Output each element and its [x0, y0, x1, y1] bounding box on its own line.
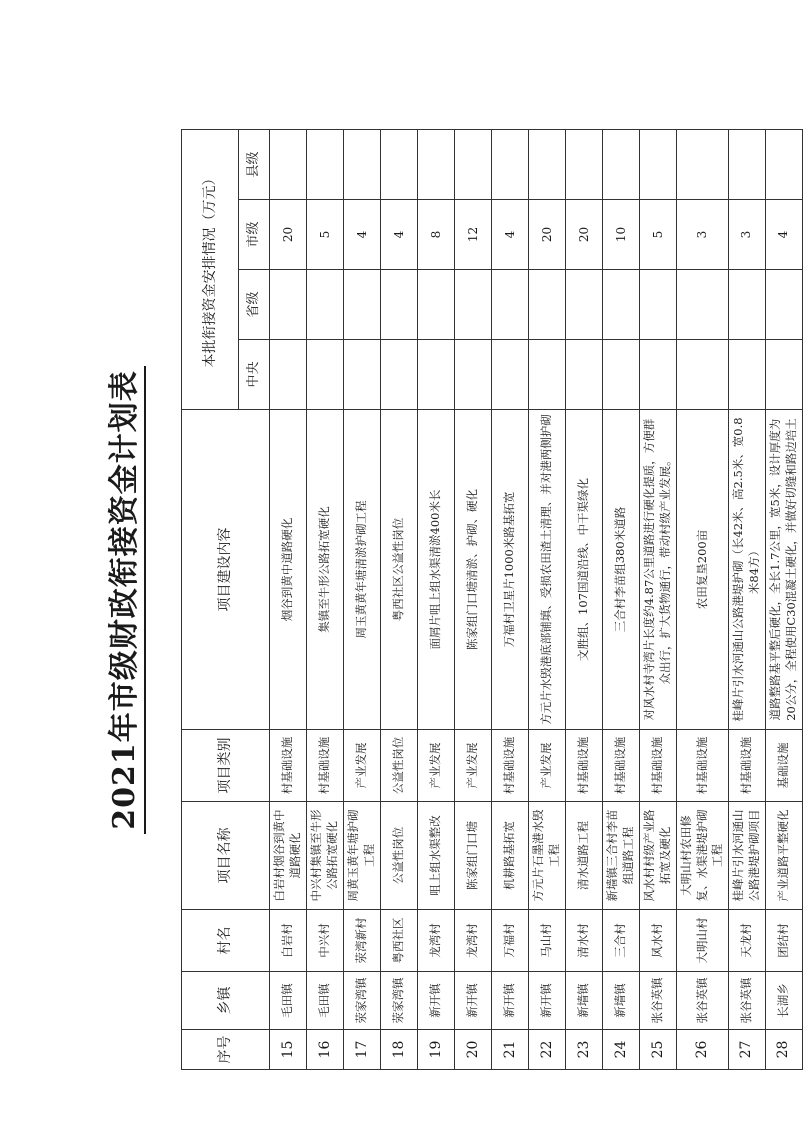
cell-central: [381, 340, 418, 410]
header-city: 市级: [239, 200, 270, 270]
cell-central: [270, 340, 307, 410]
funding-plan-table: [181, 129, 803, 1070]
cell-city: 12: [455, 200, 492, 270]
cell-town: 长湖乡: [765, 972, 802, 1030]
cell-city: 3: [677, 200, 729, 270]
table-row: [344, 130, 381, 1070]
cell-project-type: 村基础设施: [640, 730, 677, 802]
cell-project-type: 产业发展: [529, 730, 566, 802]
cell-village: 风水村: [640, 910, 677, 972]
cell-content: 桂峰片引水河通山公路港堤护砌（长42米、高2.5米、宽0.8米84方）: [728, 410, 765, 730]
rotated-page: [95, 130, 798, 1070]
cell-seq: 28: [765, 1030, 802, 1070]
cell-provincial: [529, 270, 566, 340]
cell-project-type: 产业发展: [455, 730, 492, 802]
cell-village: 大明山村: [677, 910, 729, 972]
table-row: [455, 130, 492, 1070]
cell-project-type: 基础设施: [765, 730, 802, 802]
cell-city: 20: [566, 200, 603, 270]
cell-seq: 15: [270, 1030, 307, 1070]
cell-village: 清水村: [566, 910, 603, 972]
cell-town: 新开镇: [455, 972, 492, 1030]
cell-county: [418, 130, 455, 200]
cell-village: 中兴村: [307, 910, 344, 972]
cell-seq: 26: [677, 1030, 729, 1070]
cell-central: [566, 340, 603, 410]
cell-provincial: [344, 270, 381, 340]
table-row: [529, 130, 566, 1070]
cell-town: 张谷英镇: [728, 972, 765, 1030]
cell-provincial: [492, 270, 529, 340]
cell-village: 龙湾村: [418, 910, 455, 972]
cell-project-name: 风水村村级产业路拓宽及硬化: [640, 802, 677, 910]
table-row: [677, 130, 729, 1070]
cell-provincial: [307, 270, 344, 340]
header-funds-group: 本批衔接资金安排情况（万元）: [182, 130, 239, 410]
cell-village: 天龙村: [728, 910, 765, 972]
cell-county: [640, 130, 677, 200]
cell-village: 马山村: [529, 910, 566, 972]
cell-project-name: 大明山村农田修复、水渠港堤护砌工程: [677, 802, 729, 910]
cell-city: 4: [381, 200, 418, 270]
document-title: 2021年市级财政衔接资金计划表: [95, 130, 155, 1070]
table-row: [728, 130, 765, 1070]
cell-provincial: [640, 270, 677, 340]
cell-county: [344, 130, 381, 200]
cell-content: 粤西社区公益性岗位: [381, 410, 418, 730]
cell-central: [307, 340, 344, 410]
cell-content: 文胜组、107国道沿线、中干渠绿化: [566, 410, 603, 730]
cell-town: 荥家湾镇: [381, 972, 418, 1030]
cell-city: 20: [529, 200, 566, 270]
cell-city: 3: [728, 200, 765, 270]
cell-provincial: [381, 270, 418, 340]
header-seq: 序号: [182, 1030, 270, 1070]
cell-central: [677, 340, 729, 410]
cell-project-name: 陈家组门口塘: [455, 802, 492, 910]
cell-seq: 19: [418, 1030, 455, 1070]
cell-seq: 24: [603, 1030, 640, 1070]
cell-provincial: [455, 270, 492, 340]
cell-content: 道路整路基平整后硬化，全长1.7公里，宽5米，设计厚度为20公分，全程使用C30混凝土硬化，并做好切缝和路边培土: [765, 410, 802, 730]
table-row: [603, 130, 640, 1070]
cell-content: 三合村李苗组380米道路: [603, 410, 640, 730]
cell-town: 新开镇: [529, 972, 566, 1030]
cell-city: 4: [492, 200, 529, 270]
cell-project-type: 产业发展: [418, 730, 455, 802]
cell-town: 毛田镇: [270, 972, 307, 1030]
cell-seq: 27: [728, 1030, 765, 1070]
cell-seq: 20: [455, 1030, 492, 1070]
cell-project-name: 清水道路工程: [566, 802, 603, 910]
cell-city: 5: [640, 200, 677, 270]
cell-provincial: [566, 270, 603, 340]
cell-town: 张谷英镇: [640, 972, 677, 1030]
cell-content: 集镇至牛形公路拓宽硬化: [307, 410, 344, 730]
cell-town: 新开镇: [492, 972, 529, 1030]
cell-project-name: 新墙镇三合村李苗组道路工程: [603, 802, 640, 910]
header-project-type: 项目类别: [182, 730, 270, 802]
cell-project-name: 咀上组水渠整改: [418, 802, 455, 910]
header-county: 县级: [239, 130, 270, 200]
cell-project-type: 村基础设施: [270, 730, 307, 802]
cell-project-type: 村基础设施: [603, 730, 640, 802]
cell-county: [677, 130, 729, 200]
table-row: [640, 130, 677, 1070]
cell-central: [344, 340, 381, 410]
cell-provincial: [765, 270, 802, 340]
cell-county: [529, 130, 566, 200]
cell-project-name: 产业道路平整硬化: [765, 802, 802, 910]
cell-content: 烟谷到黄中道路硬化: [270, 410, 307, 730]
cell-seq: 21: [492, 1030, 529, 1070]
cell-village: 三合村: [603, 910, 640, 972]
cell-project-type: 村基础设施: [307, 730, 344, 802]
table-row: [270, 130, 307, 1070]
header-central: 中央: [239, 340, 270, 410]
cell-project-type: 产业发展: [344, 730, 381, 802]
cell-village: 荥湾新村: [344, 910, 381, 972]
cell-content: 陈家组门口塘清淤、护砌、硬化: [455, 410, 492, 730]
cell-city: 4: [344, 200, 381, 270]
cell-city: 8: [418, 200, 455, 270]
cell-village: 团结村: [765, 910, 802, 972]
cell-provincial: [603, 270, 640, 340]
cell-seq: 22: [529, 1030, 566, 1070]
cell-county: [381, 130, 418, 200]
cell-project-name: 机耕路基拓宽: [492, 802, 529, 910]
table-row: [492, 130, 529, 1070]
cell-provincial: [418, 270, 455, 340]
cell-town: 荥家湾镇: [344, 972, 381, 1030]
cell-central: [603, 340, 640, 410]
table-row: [381, 130, 418, 1070]
cell-content: 周玉黄黄年塘清淤护砌工程: [344, 410, 381, 730]
cell-county: [765, 130, 802, 200]
cell-town: 张谷英镇: [677, 972, 729, 1030]
cell-project-type: 村基础设施: [566, 730, 603, 802]
cell-village: 万福村: [492, 910, 529, 972]
cell-content: 农田复垦200亩: [677, 410, 729, 730]
cell-seq: 18: [381, 1030, 418, 1070]
header-town: 乡镇: [182, 972, 270, 1030]
cell-county: [728, 130, 765, 200]
cell-project-type: 村基础设施: [728, 730, 765, 802]
cell-town: 新开镇: [418, 972, 455, 1030]
cell-provincial: [677, 270, 729, 340]
cell-city: 20: [270, 200, 307, 270]
cell-project-type: 村基础设施: [677, 730, 729, 802]
header-project-name: 项目名称: [182, 802, 270, 910]
cell-county: [603, 130, 640, 200]
cell-village: 龙湾村: [455, 910, 492, 972]
cell-content: 对风水村寺湾片长度约4.87公里道路进行硬化提质，方便群众出行，扩大货物通行，带动村级产业发展。: [640, 410, 677, 730]
cell-county: [307, 130, 344, 200]
cell-project-name: 方元片石墨港水毁工程: [529, 802, 566, 910]
cell-village: 粤西社区: [381, 910, 418, 972]
cell-project-type: 公益性岗位: [381, 730, 418, 802]
header-content: 项目建设内容: [182, 410, 270, 730]
cell-county: [455, 130, 492, 200]
cell-project-name: 周黄玉黄年塘护砌工程: [344, 802, 381, 910]
cell-city: 4: [765, 200, 802, 270]
cell-central: [492, 340, 529, 410]
table-row: [765, 130, 802, 1070]
table-row: [566, 130, 603, 1070]
cell-provincial: [728, 270, 765, 340]
cell-county: [566, 130, 603, 200]
cell-city: 5: [307, 200, 344, 270]
table-row: [307, 130, 344, 1070]
cell-central: [455, 340, 492, 410]
cell-seq: 25: [640, 1030, 677, 1070]
cell-central: [418, 340, 455, 410]
cell-seq: 23: [566, 1030, 603, 1070]
cell-town: 新墙镇: [603, 972, 640, 1030]
header-provincial: 省级: [239, 270, 270, 340]
cell-county: [492, 130, 529, 200]
cell-content: 面屑片咀上组水渠清淤400米长: [418, 410, 455, 730]
cell-central: [728, 340, 765, 410]
cell-provincial: [270, 270, 307, 340]
cell-project-name: 桂峰片引水河通山公路港堤护砌项目: [728, 802, 765, 910]
cell-content: 万福村卫星片1000米路基拓宽: [492, 410, 529, 730]
cell-content: 方元片水毁港底部铺填、受损农田渣土清理、并对港两侧护砌: [529, 410, 566, 730]
cell-county: [270, 130, 307, 200]
cell-project-name: 公益性岗位: [381, 802, 418, 910]
cell-seq: 16: [307, 1030, 344, 1070]
cell-central: [529, 340, 566, 410]
cell-project-name: 白岩村烟谷到黄中道路硬化: [270, 802, 307, 910]
cell-village: 白岩村: [270, 910, 307, 972]
cell-town: 新墙镇: [566, 972, 603, 1030]
cell-town: 毛田镇: [307, 972, 344, 1030]
cell-central: [640, 340, 677, 410]
cell-central: [765, 340, 802, 410]
cell-city: 10: [603, 200, 640, 270]
table-row: [418, 130, 455, 1070]
cell-seq: 17: [344, 1030, 381, 1070]
cell-project-type: 村基础设施: [492, 730, 529, 802]
header-village: 村名: [182, 910, 270, 972]
cell-project-name: 中兴村集镇至牛形公路拓宽硬化: [307, 802, 344, 910]
